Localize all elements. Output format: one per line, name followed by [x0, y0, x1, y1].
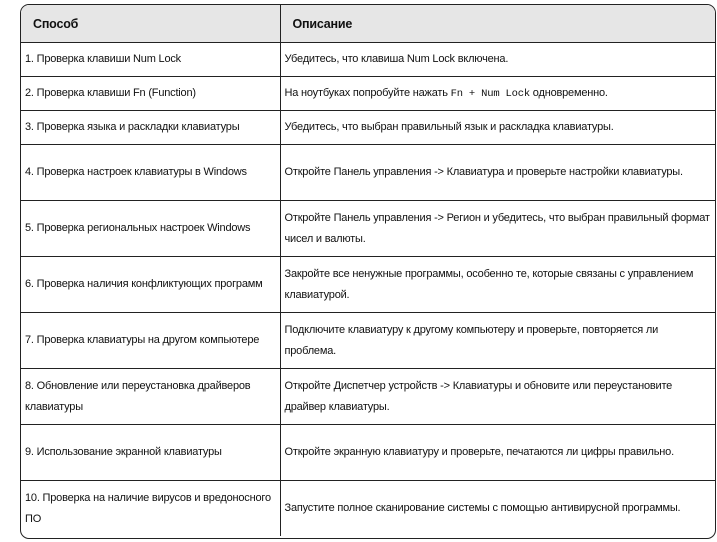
method-cell: 4. Проверка настроек клавиатуры в Windows — [21, 145, 280, 201]
description-cell: Закройте все ненужные программы, особенно те, которые связаны с управлением клавиатурой. — [280, 257, 715, 313]
header-description: Описание — [280, 5, 715, 43]
description-cell: Убедитесь, что выбран правильный язык и раскладка клавиатуры. — [280, 111, 715, 145]
table-row — [21, 369, 715, 425]
method-cell: 6. Проверка наличия конфликтующих программ — [21, 257, 280, 313]
description-cell: Откройте Диспетчер устройств -> Клавиатуры и обновите или переустановите драйвер клавиатуры. — [280, 369, 715, 425]
description-cell: Подключите клавиатуру к другому компьютеру и проверьте, повторяется ли проблема. — [280, 313, 715, 369]
methods-table-container — [20, 4, 716, 539]
header-method: Способ — [21, 5, 280, 43]
method-cell: 10. Проверка на наличие вирусов и вредоносного ПО — [25, 491, 271, 525]
table-row — [21, 313, 715, 369]
method-cell: 2. Проверка клавиши Fn (Function) — [21, 77, 280, 111]
methods-table — [21, 5, 715, 536]
description-cell: Убедитесь, что клавиша Num Lock включена. — [280, 43, 715, 77]
description-cell — [280, 77, 715, 111]
description-cell: Откройте экранную клавиатуру и проверьте, печатаются ли цифры правильно. — [280, 425, 715, 481]
table-header-row — [21, 5, 715, 43]
description-cell: Запустите полное сканирование системы с помощью антивирусной программы. — [280, 481, 715, 537]
method-cell: 5. Проверка региональных настроек Windows — [21, 201, 280, 257]
method-cell: 9. Использование экранной клавиатуры — [21, 425, 280, 481]
table-row — [21, 145, 715, 201]
description-text: одновременно. — [529, 86, 608, 99]
description-text: На ноутбуках попробуйте нажать — [284, 86, 451, 99]
table-row — [21, 43, 715, 77]
method-cell: 3. Проверка языка и раскладки клавиатуры — [21, 111, 280, 145]
table-row — [21, 257, 715, 313]
table-row — [21, 425, 715, 481]
description-cell: Откройте Панель управления -> Клавиатура и проверьте настройки клавиатуры. — [280, 145, 715, 201]
key-combo-code: Fn + Num Lock — [450, 87, 530, 100]
method-cell: 7. Проверка клавиатуры на другом компьютере — [21, 313, 280, 369]
table-row — [21, 111, 715, 145]
table-row — [21, 481, 715, 537]
method-cell: 8. Обновление или переустановка драйверов клавиатуры — [21, 369, 280, 425]
table-row — [21, 201, 715, 257]
method-cell: 1. Проверка клавиши Num Lock — [21, 43, 280, 77]
description-cell: Откройте Панель управления -> Регион и убедитесь, что выбран правильный формат чисел и валюты. — [280, 201, 715, 257]
table-row — [21, 77, 715, 111]
